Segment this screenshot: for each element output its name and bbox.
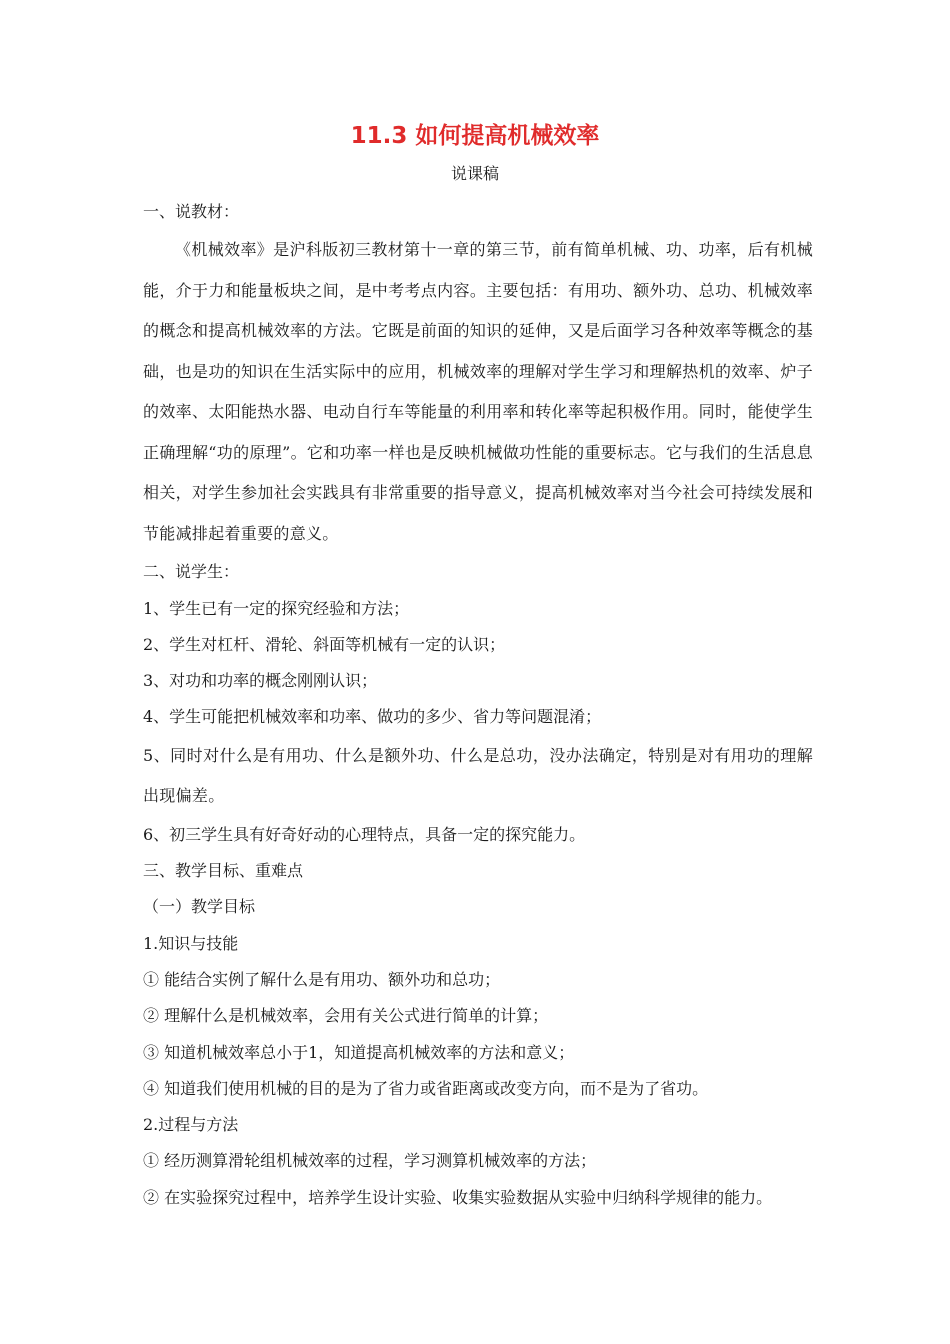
process-heading: 2.过程与方法: [143, 1115, 239, 1135]
document-body: [143, 194, 813, 1216]
student-item: 2、学生对杠杆、滑轮、斜面等机械有一定的认识；: [143, 634, 506, 654]
knowledge-item: ② 理解什么是机械效率，会用有关公式进行简单的计算；: [143, 1006, 549, 1026]
knowledge-item: ③ 知道机械效率总小于1，知道提高机械效率的方法和意义；: [143, 1042, 575, 1062]
section-heading-textbook: 一、说教材：: [143, 202, 240, 221]
student-item: 6、初三学生具有好奇好动的心理特点，具备一定的探究能力。: [143, 824, 586, 844]
knowledge-item: ④ 知道我们使用机械的目的是为了省力或省距离或改变方向，而不是为了省功。: [143, 1078, 709, 1098]
section-heading-objectives: 三、教学目标、重难点: [143, 861, 304, 881]
process-item: ② 在实验探究过程中，培养学生设计实验、收集实验数据从实验中归纳科学规律的能力。: [143, 1187, 773, 1207]
process-item: ① 经历测算滑轮组机械效率的过程，学习测算机械效率的方法；: [143, 1151, 597, 1171]
student-item: 3、对功和功率的概念刚刚认识；: [143, 671, 378, 691]
student-item: 1、学生已有一定的探究经验和方法；: [143, 598, 410, 618]
student-item: 5、同时对什么是有用功、什么是额外功、什么是总功，没办法确定，特别是对有用功的理解出现偏差。: [143, 745, 813, 806]
textbook-paragraph: 《机械效率》是沪科版初三教材第十一章的第三节，前有简单机械、功、功率，后有机械能，介于力和能量板块之间，是中考考点内容。主要包括：有用功、额外功、总功、机械效率的概念和提高机械效率的方法。它既是前面的知识的延伸，又是后面学习各种效率等概念的基础，也是功的知识在生活实际中的应用，机械效率的理解对学生学习和理解热机的效率、炉子的效率、太阳能热水器、电动自行车等能量的利用率和转化率等起积极作用。同时，能使学生正确理解“功的原理”。它和功率一样也是反映机械做功性能的重要标志。它与我们的生活息息相关，对学生参加社会实践具有非常重要的指导意义，提高机械效率对当今社会可持续发展和节能减排起着重要的意义。: [143, 240, 813, 543]
knowledge-item: ① 能结合实例了解什么是有用功、额外功和总功；: [143, 969, 501, 989]
document-title: 11.3 如何提高机械效率: [350, 123, 600, 149]
document-subtitle: 说课稿: [450, 164, 499, 183]
knowledge-heading: 1.知识与技能: [143, 933, 239, 953]
student-item: 4、学生可能把机械效率和功率、做功的多少、省力等问题混淆；: [143, 707, 602, 727]
section-heading-students: 二、说学生：: [143, 562, 240, 582]
sub-heading-objectives: （一）教学目标: [143, 897, 256, 917]
